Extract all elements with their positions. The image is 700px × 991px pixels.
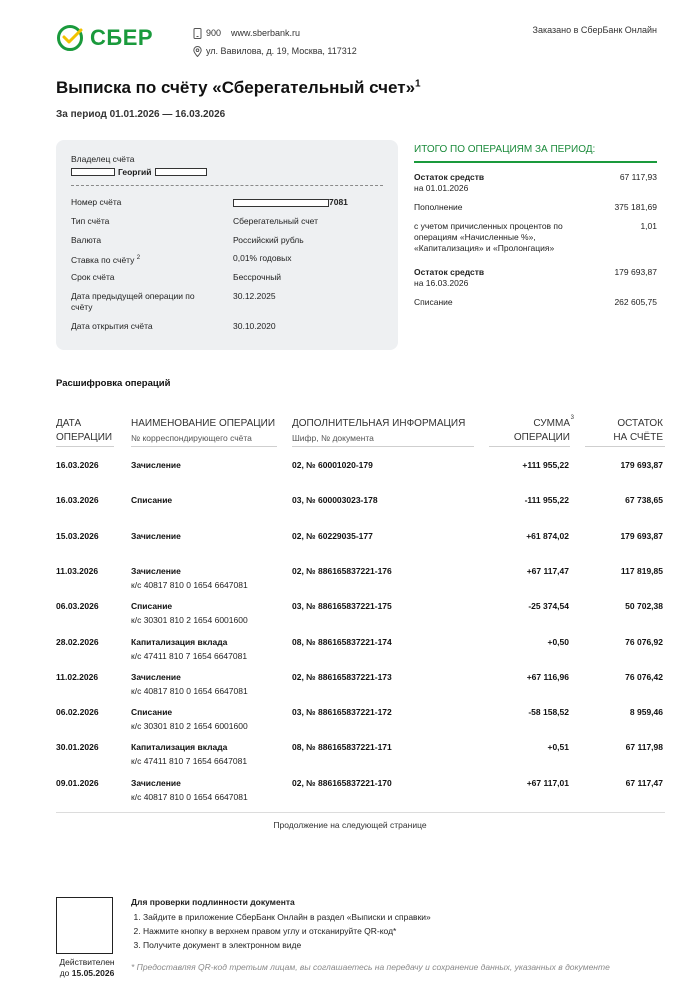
- operations-title: Расшифровка операций: [56, 378, 171, 389]
- valid-until-date: 15.05.2026: [71, 968, 115, 978]
- header-underline: [585, 446, 665, 447]
- verification-instructions: [131, 897, 431, 952]
- account-info-box: Владелец счёта Георгий Номер счёта 7081 Тип счёта Сберегательный счет Валюта Российский рубль Ставка по счёту $^2$ 0,01% годовых Срок счёта Бессрочный Дата предыдущей операции по счёту 30.12.2025 Дата открытия счёта 30.10.2020: [56, 140, 398, 350]
- verification-title: Для проверки подлинности документа: [131, 897, 295, 907]
- column-header-amount: СУММА ОПЕРАЦИИ 3: [505, 417, 570, 445]
- location-pin-icon: [193, 46, 202, 57]
- sber-logo-icon: [56, 24, 84, 52]
- header-underline: [56, 446, 114, 447]
- page-title: Выписка по счёту «Сберегательный счет»$^1$: [56, 78, 421, 97]
- column-header-date: ДАТА ОПЕРАЦИИ: [56, 418, 113, 443]
- statement-period: За период 01.01.2026 — 16.03.2026: [56, 109, 226, 120]
- header-underline: [292, 446, 474, 447]
- validity-note: Действителен до 15.05.2026: [59, 957, 115, 978]
- verification-step: 3. Получите документ в электронном виде: [143, 938, 431, 952]
- website-link[interactable]: www.sberbank.ru: [231, 28, 301, 38]
- ordered-in-label: Заказано в СберБанк Онлайн: [532, 25, 657, 35]
- column-header-name: НАИМЕНОВАНИЕ ОПЕРАЦИИ № корреспондирующего счёта: [131, 418, 276, 443]
- column-header-balance: ОСТАТОК НА СЧЁТЕ: [613, 418, 663, 443]
- qr-code-placeholder: [56, 897, 113, 954]
- logo-text: СБЕР: [90, 25, 154, 50]
- bank-address: ул. Вавилова, д. 19, Москва, 117312: [206, 46, 357, 56]
- owner-label: Владелец счёта: [71, 154, 135, 164]
- verification-step: 1. Зайдите в приложение СберБанк Онлайн в раздел «Выписки и справки»: [143, 910, 431, 924]
- account-number: 7081: [329, 197, 348, 207]
- divider: [71, 185, 383, 186]
- bank-contacts: [193, 24, 357, 60]
- owner-name: Георгий: [71, 167, 207, 177]
- period-summary: ИТОГО ПО ОПЕРАЦИЯМ ЗА ПЕРИОД: Остаток средств на 01.01.2026 67 117,93 Пополнение 375 181,69 с учетом причисленных процентов по операциям «Начисленные %», «Капитализация» и «Пролонгация» 1,01 Остаток средств на 16.03.2026 179 693,87 Списание 262 605,75: [414, 144, 657, 307]
- column-header-info: ДОПОЛНИТЕЛЬНАЯ ИНФОРМАЦИЯ Шифр, № документа: [292, 418, 466, 443]
- header-underline: [131, 446, 277, 447]
- phone-number: 900: [206, 28, 222, 38]
- table-bottom-divider: [56, 812, 665, 813]
- header-underline: [489, 446, 570, 447]
- sber-logo: [56, 24, 153, 52]
- redacted-field: [233, 199, 329, 207]
- redacted-field: [155, 168, 207, 176]
- phone-icon: [193, 28, 202, 39]
- qr-disclaimer: * Предоставляя QR-код третьим лицам, вы соглашаетесь на передачу и сохранение данных, указанных в документе: [131, 962, 610, 972]
- amount-footnote: 3: [570, 415, 574, 421]
- continued-note: Продолжение на следующей странице: [273, 820, 427, 830]
- redacted-field: [71, 168, 115, 176]
- verification-step: 2. Нажмите кнопку в верхнем правом углу и отсканируйте QR-код*: [143, 924, 431, 938]
- title-footnote: 1: [415, 78, 421, 90]
- summary-title: ИТОГО ПО ОПЕРАЦИЯМ ЗА ПЕРИОД:: [414, 144, 657, 163]
